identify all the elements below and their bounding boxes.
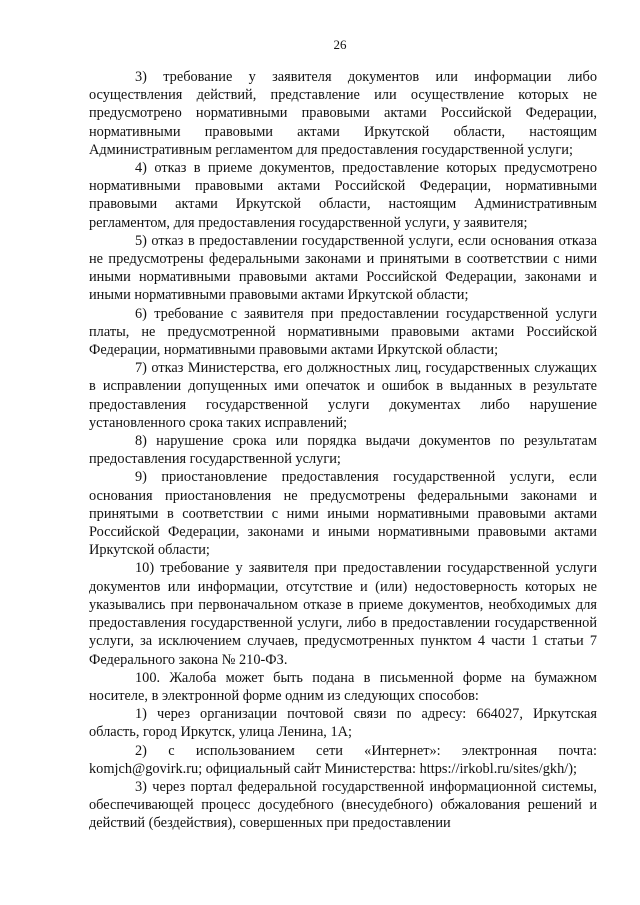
document-body — [89, 68, 597, 833]
page-number: 26 — [333, 37, 347, 52]
paragraph-method-3: 3) через портал федеральной государственной информационной системы, обеспечивающей процесс досудебного (внесудебного) обжалования решений и действий (бездействия), совершенных при предоставлении — [89, 778, 597, 832]
paragraph-item-10: 10) требование у заявителя при предоставлении государственной услуги документов или информации, отсутствие и (или) недостоверность которых не указывались при первоначальном отказе в приеме документов, необходимых для предоставления государственной услуги, либо в предоставлении государственной услуги, за исключением случаев, предусмотренных пунктом 4 части 1 статьи 7 Федерального закона № 210-ФЗ. — [89, 560, 597, 668]
paragraph-item-8: 8) нарушение срока или порядка выдачи документов по результатам предоставления государственной услуги; — [89, 433, 597, 468]
paragraph-item-5: 5) отказ в предоставлении государственной услуги, если основания отказа не предусмотрены федеральными законами и принятыми в соответствии с ними иными нормативными правовыми актами Российской Федерации, законами и иными нормативными правовыми актами Иркутской области; — [89, 232, 597, 304]
paragraph-item-9: 9) приостановление предоставления государственной услуги, если основания приостановления не предусмотрены федеральными законами и принятыми в соответствии с ними иными нормативными правовыми актами Российской Федерации, законами и иными нормативными правовыми актами Иркутской области; — [89, 469, 597, 559]
paragraph-item-7: 7) отказ Министерства, его должностных лиц, государственных служащих в исправлении допущенных ими опечаток и ошибок в выданных в результате предоставления государственной услуги документах либо нарушение установленного срока таких исправлений; — [89, 360, 597, 431]
paragraph-clause-100: 100. Жалоба может быть подана в письменной форме на бумажном носителе, в электронной форме одним из следующих способов: — [89, 669, 597, 704]
paragraph-method-2: 2) с использованием сети «Интернет»: электронная почта: komjch@govirk.ru; официальный сайт Министерства: https://irkobl.ru/sites/gkh/); — [89, 742, 597, 777]
paragraph-method-1: 1) через организации почтовой связи по адресу: 664027, Иркутская область, город Иркутск, улица Ленина, 1А; — [89, 706, 597, 741]
paragraph-item-6: 6) требование с заявителя при предоставлении государственной услуги платы, не предусмотренной нормативными правовыми актами Российской Федерации, нормативными правовыми актами Иркутской области; — [89, 305, 597, 359]
paragraph-item-3: 3) требование у заявителя документов или информации либо осуществления действий, представление или осуществление которых не предусмотрено нормативными правовыми актами Российской Федерации, нормативными правовыми актами Иркутской области, настоящим Административным регламентом для предоставления государственной услуги; — [89, 69, 597, 158]
paragraph-item-4: 4) отказ в приеме документов, предоставление которых предусмотрено нормативными правовыми актами Российской Федерации, нормативными правовыми актами Иркутской области, настоящим Административным регламентом, для предоставления государственной услуги, у заявителя; — [89, 160, 597, 231]
